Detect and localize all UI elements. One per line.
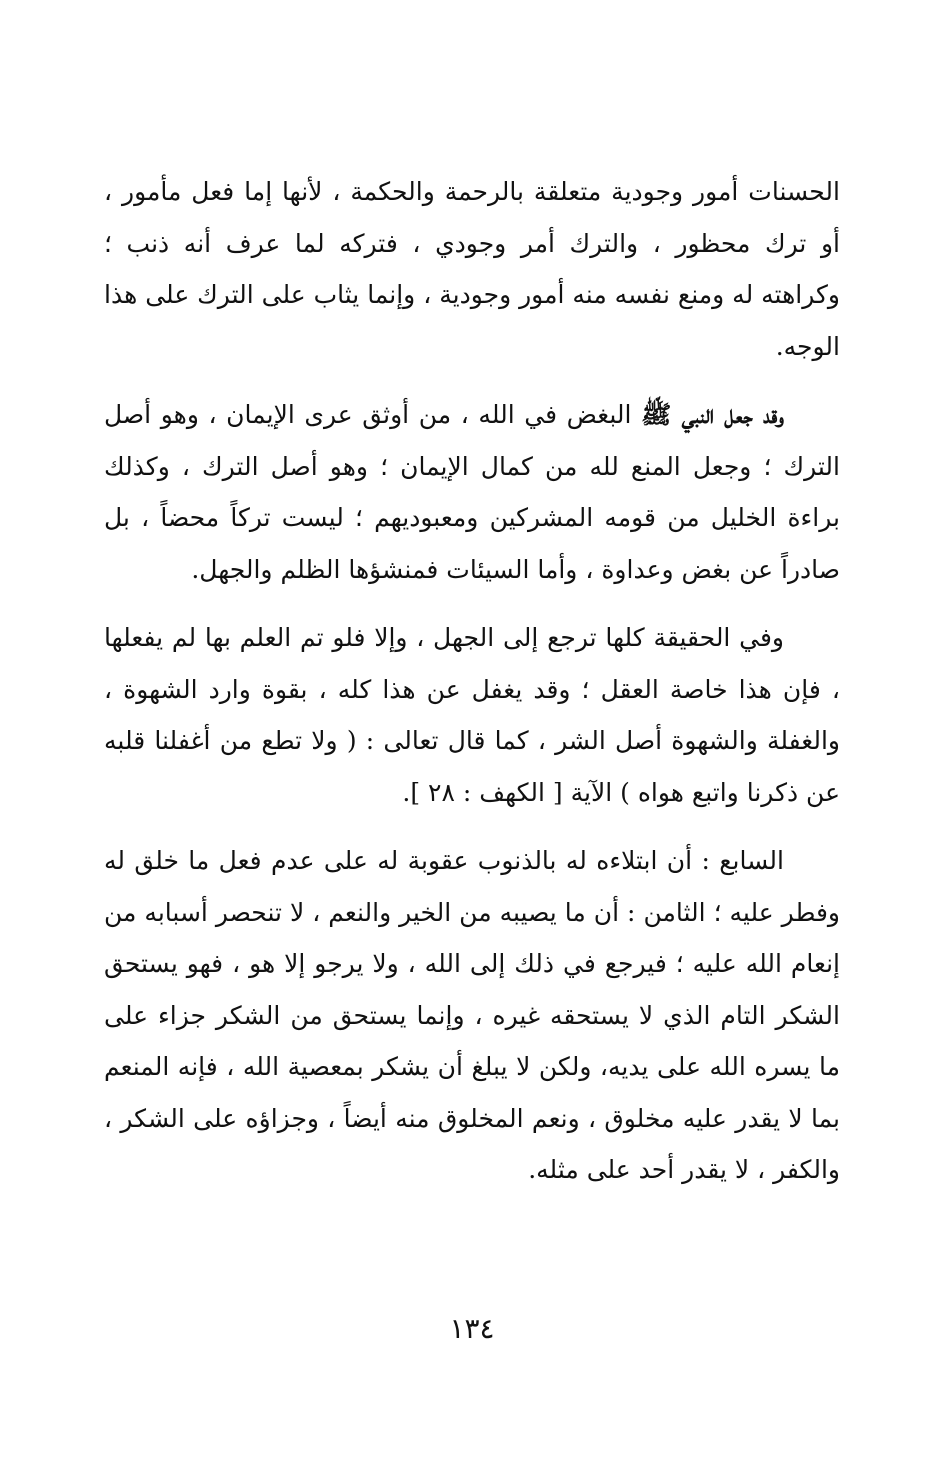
paragraph-1 [104,166,840,372]
paragraph-2 [104,389,840,595]
paragraph-2-bold-lead: وقد جعل النبي ﷺ [641,400,785,429]
paragraph-1-text: الحسنات أمور وجودية متعلقة بالرحمة والحكمة ، لأنها إما فعل مأمور ، أو ترك محظور ، والترك أمر وجودي ، فتركه لما عرف أنه ذنب ؛ وكراهته له ومنع نفسه منه أمور وجودية ، وإنما يثاب على الترك على هذا الوجه. [104,177,840,361]
paragraph-3 [104,612,840,818]
paragraph-2-text: البغض في الله ، من أوثق عرى الإيمان ، وهو أصل الترك ؛ وجعل المنع لله من كمال الإيمان ؛ وهو أصل الترك ، وكذلك براءة الخليل من قومه المشركين ومعبوديهم ؛ ليست تركاً محضاً ، بل صادراً عن بغض وعداوة ، وأما السيئات فمنشؤها الظلم والجهل. [104,400,840,584]
page-number: ١٣٤ [449,1312,495,1345]
body-text [104,166,840,1196]
paragraph-4-text: السابع : أن ابتلاءه له بالذنوب عقوبة له على عدم فعل ما خلق له وفطر عليه ؛ الثامن : أن ما يصيبه من الخير والنعم ، لا تنحصر أسبابه من إنعام الله عليه ؛ فيرجع في ذلك إلى الله ، ولا يرجو إلا هو ، فهو يستحق الشكر التام الذي لا يستحقه غيره ، وإنما يستحق من الشكر جزاء على ما يسره الله على يديه، ولكن لا يبلغ أن يشكر بمعصية الله ، فإنه المنعم بما لا يقدر عليه مخلوق ، ونعم المخلوق منه أيضاً ، وجزاؤه على الشكر ، والكفر ، لا يقدر أحد على مثله. [104,846,840,1184]
paragraph-3-text: وفي الحقيقة كلها ترجع إلى الجهل ، وإلا فلو تم العلم بها لم يفعلها ، فإن هذا خاصة العقل ؛ وقد يغفل عن هذا كله ، بقوة وارد الشهوة ، والغفلة والشهوة أصل الشر ، كما قال تعالى : ( ولا تطع من أغفلنا قلبه عن ذكرنا واتبع هواه ) الآية [ الكهف : ٢٨ ]. [104,623,840,807]
paragraph-4 [104,835,840,1196]
